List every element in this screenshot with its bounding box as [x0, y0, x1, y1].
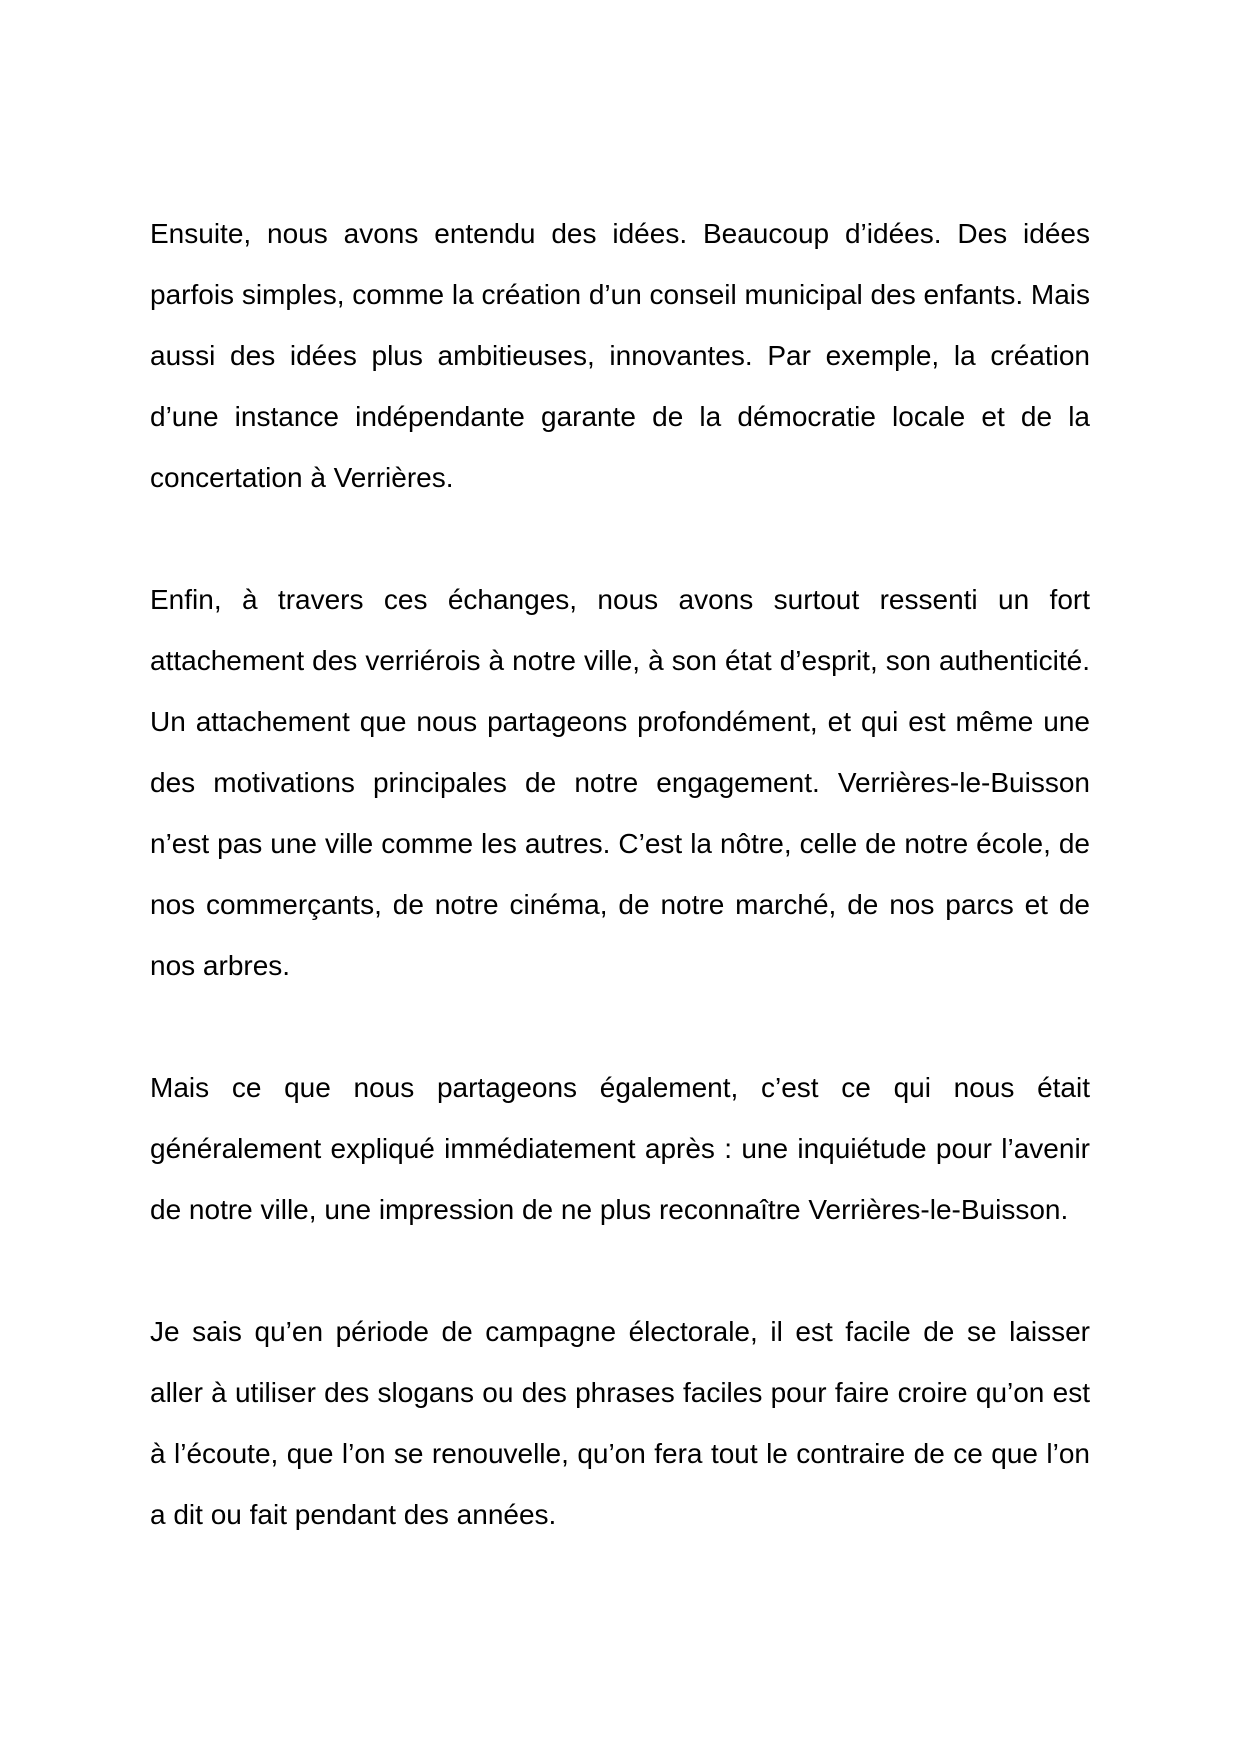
document-body — [150, 203, 1090, 1545]
paragraph-ideas: Ensuite, nous avons entendu des idées. Beaucoup d’idées. Des idées parfois simples, comme la création d’un conseil municipal des enfants. Mais aussi des idées plus ambitieuses, innovantes. Par exemple, la création d’une instance indépendante garante de la démocratie locale et de la concertation à Verrières. — [150, 218, 1090, 493]
paragraph-campaign: Je sais qu’en période de campagne électorale, il est facile de se laisser aller à utiliser des slogans ou des phrases faciles pour faire croire qu’on est à l’écoute, que l’on se renouvelle, qu’on fera tout le contraire de ce que l’on a dit ou fait pendant des années. — [150, 1316, 1090, 1530]
paragraph-concern: Mais ce que nous partageons également, c’est ce qui nous était généralement expliqué immédiatement après : une inquiétude pour l’avenir de notre ville, une impression de ne plus reconnaître Verrières-le-Buisson. — [150, 1072, 1090, 1225]
paragraph-attachment: Enfin, à travers ces échanges, nous avons surtout ressenti un fort attachement des verriérois à notre ville, à son état d’esprit, son authenticité. Un attachement que nous partageons profondément, et qui est même une des motivations principales de notre engagement. Verrières-le-Buisson n’est pas une ville comme les autres. C’est la nôtre, celle de notre école, de nos commerçants, de notre cinéma, de notre marché, de nos parcs et de nos arbres. — [150, 584, 1090, 981]
